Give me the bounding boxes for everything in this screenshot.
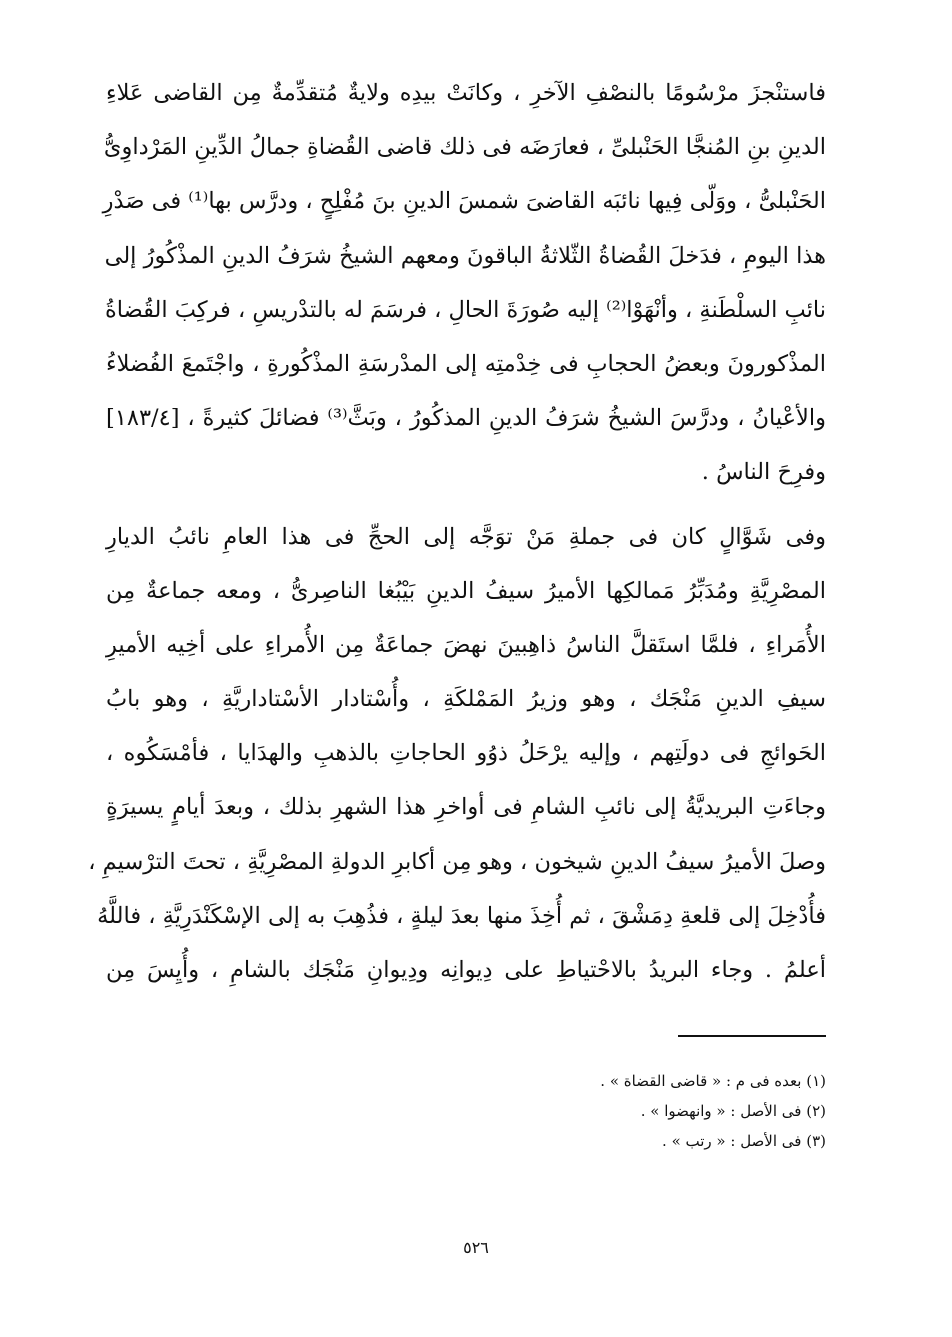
text-line: الحَوائجِ فى دولَتِهم ، وإليه يرْحَلُ ذوُو الحاجاتِ بالذهبِ والهدَايا ، فأمْسَكُوه ، [106, 740, 826, 767]
text-line: فأُدْخِلَ إلى قلعةِ دِمَشْقَ ، ثم أُخِذَ منها بعدَ ليلةٍ ، فذُهِبَ به إلى الإسْكَنْدَرِيَّةِ ، فاللَّهُ [97, 902, 826, 929]
footnote-divider [678, 1035, 826, 1037]
text-line: الدينِ بنِ المُنجَّا الحَنْبلىِّ ، فعارَضَه فى ذلك قاضى القُضاةِ جمالُ الدِّينِ المَرْداوِىُّ [103, 134, 826, 161]
text-line: الأُمَراءِ ، فلمَّا استَقلَّ الناسُ ذاهِبينَ نهضَ جماعَةٌ مِن الأُمراءِ على أخِيه الأميرِ [106, 631, 826, 658]
text-line: وصلَ الأميرُ سيفُ الدينِ شيخون ، وهو مِن أكابرِ الدولةِ المصْرِيَّةِ ، تحتَ الترْسيمِ ، [88, 848, 826, 875]
text-line: وفرِحَ الناسُ . [701, 459, 826, 486]
text-line: نائبِ السلْطَنةِ ، وأنْهَوْا⁽²⁾ إليه صُورَةَ الحالِ ، فرسَمَ له بالتدْريسِ ، فركِبَ القُضاةُ [105, 296, 826, 323]
text-line: أعلمُ . وجاء البريدُ بالاحْتياطِ على دِيوانِه ودِيوانِ مَنْجَك بالشامِ ، وأُيِسَ مِن [106, 957, 826, 983]
main-text [88, 66, 827, 997]
text-line: فاستنْجزَ مرْسُومًا بالنصْفِ الآخرِ ، وكانَتْ بيدِه ولايةٌ مُتقدِّمةٌ مِن القاضى عَلاءِ [106, 80, 826, 106]
text-line: المصْرِيَّةِ ومُدَبِّرُ مَمالكِها الأميرُ سيفُ الدينِ بَيْبُغا الناصِرىُّ ، ومعه جماعةٌ مِن [106, 577, 826, 604]
text-line: المذْكورونَ وبعضُ الحجابِ فى خِدْمتِه إلى المدْرسَةِ المذْكُورةِ ، واجْتَمعَ الفُضلاءُ [106, 350, 826, 377]
footnote-1: (١) بعده فى م : « قاضى القضاة » . [600, 1072, 826, 1090]
page-number: ٥٢٦ [463, 1238, 489, 1257]
text-line: والأعْيانُ ، ودرَّسَ الشيخُ شرَفُ الدينِ المذكُورُ ، وبَثَّ⁽³⁾ فضائلَ كثيرةً ، [١٨٣/٤] [106, 405, 827, 432]
footnotes [426, 1066, 826, 1156]
text-line: وجاءَتِ البريديَّةُ إلى نائبِ الشامِ فى أواخرِ هذا الشهرِ بذلك ، وبعدَ أيامٍ يسيرَةٍ [106, 794, 826, 821]
footnote-2: (٢) فى الأصل : « وانهضوا » . [640, 1102, 826, 1120]
text-line: هذا اليومِ ، فدَخلَ القُضاةُ الثّلاثةُ الباقونَ ومعهم الشيخُ شرَفُ الدينِ المذْكُورُ إلى [104, 242, 826, 269]
text-line: سيفِ الدينِ مَنْجَك ، وهو وزيرُ المَمْلكَةِ ، وأُسْتادار الأسْتاداريَّةِ ، وهو بابُ [106, 686, 826, 713]
paragraph-gap [106, 500, 826, 510]
text-line: وفى شَوَّالٍ كان فى جملةِ مَنْ توَجَّه إلى الحجِّ فى هذا العامِ نائبُ الديارِ [106, 523, 826, 550]
footnote-3: (٣) فى الأصل : « رتب » . [662, 1132, 826, 1150]
text-line: الحَنْبلىُّ ، ووَلّى فِيها نائبَه القاضىَ شمسَ الدينِ بنَ مُفْلِحٍ ، ودرَّس بها⁽¹⁾ فى صَدْرِ [102, 188, 826, 215]
